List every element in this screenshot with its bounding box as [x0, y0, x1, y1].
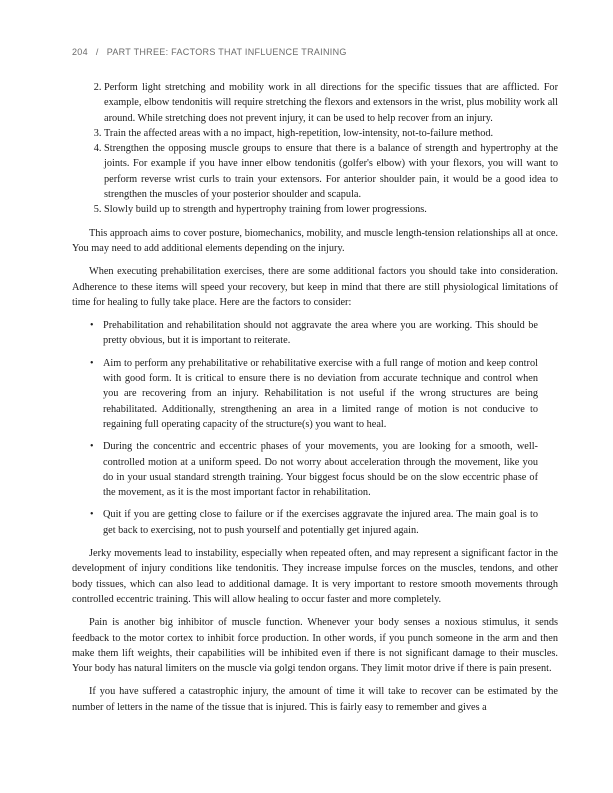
- numbered-item: 4. Strengthen the opposing muscle groups to ensure that there is a balance of strength and hypertrophy at the joints. For example if you have inner elbow tendonitis (golfer's elbow) with your flexors, you will want to perform reverse wrist curls to train your extensors. For anterior shoulder pain, it would be a good idea to strengthen the muscles of your posterior shoulder and scapula.: [104, 141, 558, 202]
- header-separator: /: [95, 47, 99, 57]
- numbered-item: 3. Train the affected areas with a no impact, high-repetition, low-intensity, not-to-failure method.: [104, 126, 558, 141]
- paragraph: If you have suffered a catastrophic injury, the amount of time it will take to recover can be estimated by the number of letters in the name of the tissue that is injured. This is fairly easy to remember and gives a: [72, 686, 558, 713]
- bullet-text: During the concentric and eccentric phases of your movements, you are looking for a smooth, well-controlled motion at a uniform speed. Do not worry about acceleration through the movement, like you do in your usual standard strength training. Your biggest focus should be on the slow eccentric phase of the movement, as it is the most important factor in rehabilitation.: [103, 441, 538, 499]
- paragraph: This approach aims to cover posture, biomechanics, mobility, and muscle length-tension relationships all at once. You may need to add additional elements depending on the injury.: [72, 227, 558, 254]
- bullet-text: Prehabilitation and rehabilitation should not aggravate the area where you are working. This should be pretty obvious, but it is important to reiterate.: [103, 320, 538, 347]
- bullet-item: [90, 318, 558, 349]
- paragraph: When executing prehabilitation exercises, there are some additional factors you should take into consideration. Adherence to these items will speed your recovery, but keep in mind that there are still physiological limitations of time for healing to fully take place. Here are the factors to consider:: [72, 266, 558, 308]
- running-title: PART THREE: FACTORS THAT INFLUENCE TRAINING: [106, 47, 347, 57]
- bullet-item: [90, 439, 558, 500]
- paragraph: Jerky movements lead to instability, especially when repeated often, and may represent a significant factor in the development of injury conditions like tendonitis. They increase impulse forces on the muscles, tendons, and other body tissues, which can also lead to additional damage. It is very important to restore smooth movements through controlled eccentric training. This will allow healing to occur faster and more completely.: [72, 548, 558, 605]
- page-body: [72, 80, 558, 723]
- bullet-list: [72, 318, 558, 538]
- numbered-list: [72, 80, 558, 218]
- paragraph: Pain is another big inhibitor of muscle function. Whenever your body senses a noxious stimulus, it sends feedback to the motor cortex to inhibit force production. In other words, if you punch someone in the arm and then make them lift weights, their capabilities will be inhibited even if there is not significant damage to their muscles. Your body has natural limiters on the muscle via golgi tendon organs. They limit motor drive if there is pain present.: [72, 617, 558, 675]
- numbered-item: 5. Slowly build up to strength and hypertrophy training from lower progressions.: [104, 202, 558, 217]
- running-header: [72, 47, 347, 57]
- bullet-icon: •: [90, 320, 94, 332]
- numbered-item: 2. Perform light stretching and mobility work in all directions for the specific tissues that are afflicted. For example, elbow tendonitis will require stretching the flexors and extensors in the wrist, plus mobility work all around. While stretching does not prevent injury, it can be used to help recover from an injury.: [104, 80, 558, 126]
- bullet-item: [90, 356, 558, 432]
- bullet-icon: •: [90, 357, 94, 369]
- bullet-item: [90, 507, 558, 538]
- bullet-icon: •: [90, 441, 94, 453]
- bullet-icon: •: [90, 509, 94, 521]
- bullet-text: Quit if you are getting close to failure or if the exercises aggravate the injured area. The main goal is to get back to exercising, not to push yourself and potentially get injured again.: [103, 509, 538, 536]
- bullet-text: Aim to perform any prehabilitative or rehabilitative exercise with a full range of motion and keep control with good form. It is critical to ensure there is no deviation from accurate technique and control when you are recovering from an injury. Rehabilitation is not useful if the wrong structures are being rehabilitated. Additionally, strengthening an area in a limited range of motion is not conducive to regaining full operating capacity of the structure(s) you want to heal.: [103, 357, 538, 430]
- page-number: 204: [72, 47, 88, 57]
